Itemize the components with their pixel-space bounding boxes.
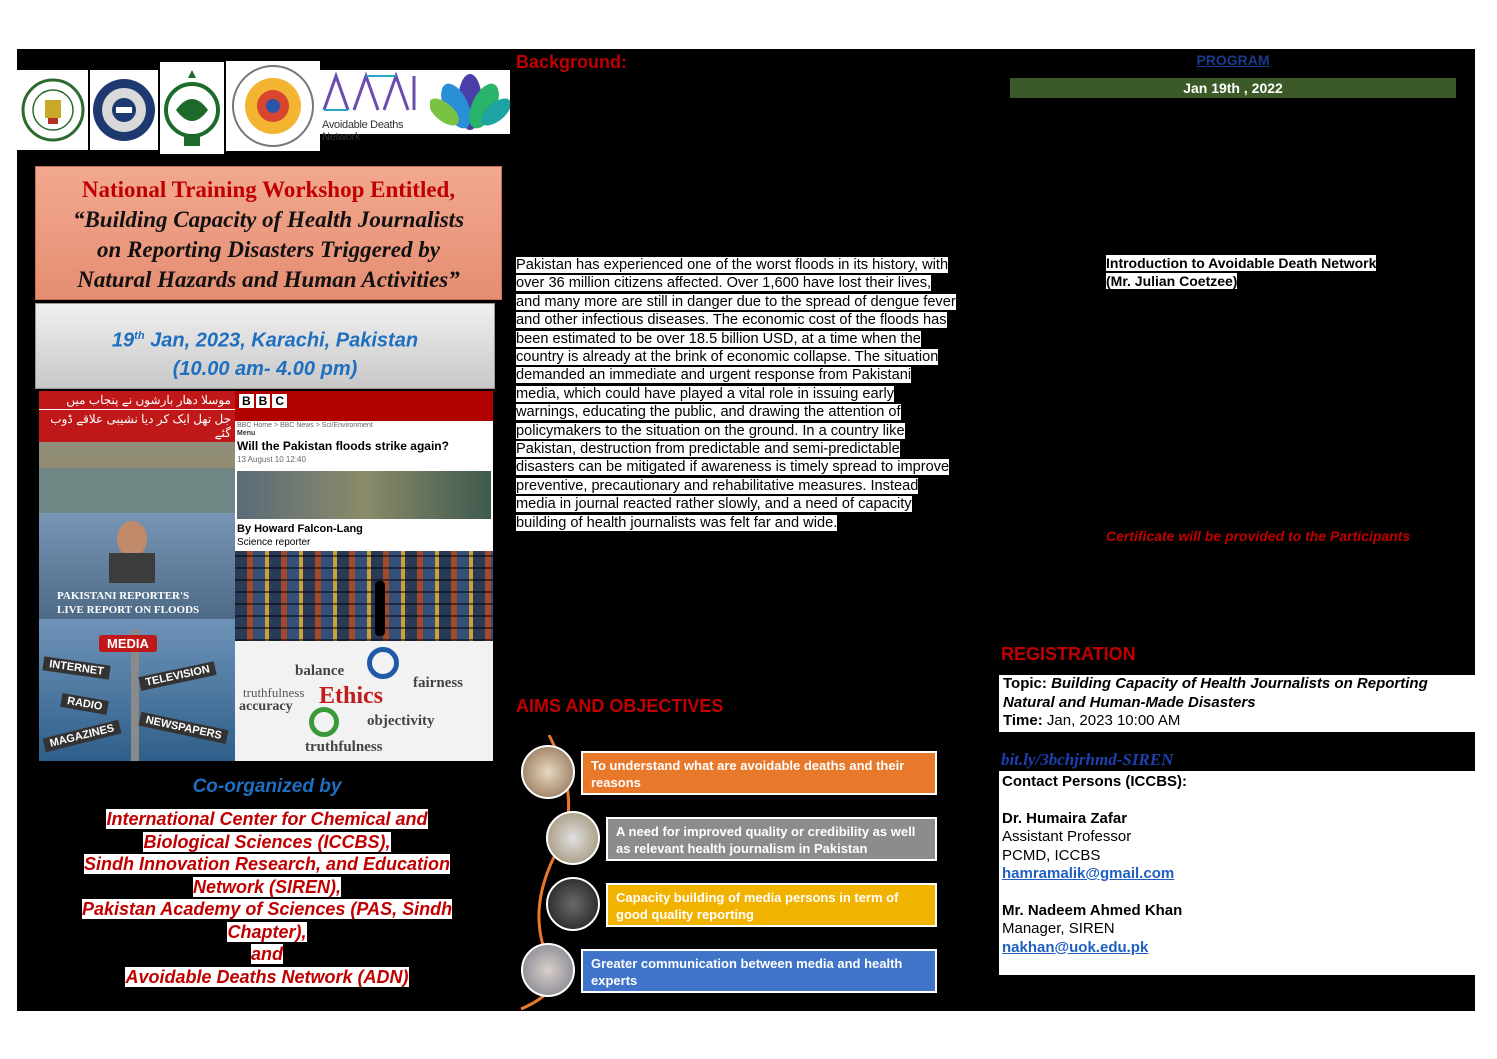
- pas-logo: [226, 61, 320, 151]
- intro-title: Introduction to Avoidable Death Network: [1106, 255, 1377, 271]
- aim-photo-3: [546, 877, 600, 931]
- reporter-image: [39, 513, 235, 619]
- bbc-menu: Menu: [237, 430, 256, 437]
- bbc-article-image: B B C BBC Home > BBC News > Sci/Environment Menu Will the Pakistan floods strike again? 13 August 10 12:40 By Howard Falcon-Lang Science reporter: [235, 391, 493, 551]
- registration-link[interactable]: bit.ly/3bchjrhmd-SIREN: [1001, 750, 1174, 769]
- siren-logo: [90, 70, 158, 150]
- ethics-word-ethics: Ethics: [319, 683, 384, 709]
- aim-text-1: To understand what are avoidable deaths and their reasons: [581, 751, 937, 795]
- contact-org: PCMD, ICCBS: [1002, 846, 1101, 864]
- sign-television: TELEVISION: [138, 661, 217, 691]
- coorg-line: International Center for Chemical and: [106, 809, 428, 829]
- aim-photo-2: [546, 811, 600, 865]
- coorg-line: Sindh Innovation Research, and Education: [83, 854, 451, 874]
- sign-radio: RADIO: [60, 693, 109, 715]
- topic-line-1: Topic: Building Capacity of Health Journalists on Reporting: [1003, 675, 1428, 692]
- bbc-byline: By Howard Falcon-Lang: [237, 523, 363, 535]
- coorg-line: Chapter),: [227, 921, 307, 942]
- urdu-headline-2: جل تھل ایک کر دیا نشیبی علاقے ڈوب گئے: [39, 409, 235, 442]
- contact-name: Mr. Nadeem Ahmed Khan: [1002, 901, 1183, 919]
- event-date: 19th Jan, 2023, Karachi, Pakistan: [111, 329, 419, 352]
- coorg-line: and: [250, 944, 283, 964]
- aims-heading: AIMS AND OBJECTIVES: [516, 696, 724, 716]
- reporter-caption-1: PAKISTANI REPORTER'S: [57, 590, 190, 602]
- bbc-role: Science reporter: [237, 537, 311, 548]
- ethics-word-fairness: fairness: [413, 675, 463, 691]
- event-time: (10.00 am- 4.00 pm): [172, 357, 358, 380]
- contact-email-link[interactable]: nakhan@uok.edu.pk: [1002, 938, 1149, 956]
- media-collage: [39, 391, 493, 761]
- sign-media: MEDIA: [99, 635, 157, 652]
- contact-role: Assistant Professor: [1002, 828, 1132, 845]
- intro-speaker: (Mr. Julian Coetzee): [1106, 272, 1238, 289]
- contacts-box: [999, 771, 1475, 975]
- certificate-note: Certificate will be provided to the Participants: [1106, 528, 1411, 544]
- lotus-logo: [430, 70, 510, 134]
- background-heading: Background:: [516, 52, 628, 72]
- registration-heading: REGISTRATION: [1001, 644, 1136, 664]
- adn-logo-text: Avoidable Deaths Network: [322, 119, 404, 143]
- coorganized-title: Co-organized by: [192, 776, 342, 797]
- coorg-line: Biological Sciences (ICCBS),: [143, 831, 391, 852]
- program-heading[interactable]: PROGRAM: [1196, 52, 1270, 68]
- aim-item-2: [546, 811, 937, 867]
- bbc-breadcrumb: BBC Home > BBC News > Sci/Environment: [237, 422, 373, 429]
- iccbs-logo: [17, 70, 88, 150]
- media-signpost-image: [39, 619, 235, 761]
- adn-logo: [320, 70, 430, 143]
- aim-text-4: Greater communication between media and health experts: [581, 949, 937, 993]
- reporter-caption-2: LIVE REPORT ON FLOODS: [57, 604, 200, 616]
- coorg-line: Avoidable Deaths Network (ADN): [125, 966, 409, 987]
- aim-item-1: [521, 745, 937, 801]
- time-line: Time: Jan, 2023 10:00 AM: [1003, 712, 1181, 729]
- ethics-word-balance: balance: [295, 663, 345, 679]
- workshop-title-line1: National Training Workshop Entitled,: [81, 177, 456, 202]
- ethics-word-accuracy: accuracy: [239, 699, 293, 714]
- coorganizers-list: [40, 808, 494, 988]
- aim-photo-4: [521, 943, 575, 997]
- coorg-line: Pakistan Academy of Sciences (PAS, Sindh: [81, 899, 453, 919]
- contact-email-link[interactable]: hamramalik@gmail.com: [1002, 865, 1175, 882]
- aim-item-4: [521, 943, 937, 999]
- sign-internet: INTERNET: [42, 656, 110, 679]
- tv-screens-wall-image: [235, 551, 493, 641]
- aim-photo-1: [521, 745, 575, 799]
- ethics-word-cloud-image: [235, 641, 493, 761]
- workshop-title-box: [35, 166, 502, 300]
- sign-newspapers: NEWSPAPERS: [139, 712, 229, 744]
- contacts-heading: Contact Persons (ICCBS):: [1002, 773, 1188, 790]
- aim-text-3: Capacity building of media persons in term of good quality reporting: [606, 883, 937, 927]
- contact-role: Manager, SIREN: [1002, 920, 1115, 937]
- bbc-date: 13 August 10 12:40: [237, 455, 306, 464]
- background-paragraph: Pakistan has experienced one of the worst floods in its history, with over 36 million citizens affected. Over 1,600 have lost their lives, and many more are still in danger due to the spread of dengue fever and other infectious diseases. The economic cost of the floods has been estimated to be over 18.5 billion USD, at a time when the country is already at the brink of economic collapse. The situation demanded an immediate and urgent response from Pakistani media, which could have played a vital role in issuing early warnings, educating the public, and drawing the attention of policymakers to the situation on the ground. In a country like Pakistan, destruction from predictable and semi-predictable disasters can be mitigated if awareness is timely spread to improve preventive, precautionary and rehabilitative measures. Instead media in journal reacted rather slowly, and a need of capacity building of health journalists was felt far and wide.: [516, 257, 956, 531]
- workshop-title-line3: on Reporting Disasters Triggered by: [97, 237, 440, 262]
- workshop-title-line2: “Building Capacity of Health Journalists: [72, 207, 465, 232]
- aim-item-3: [546, 877, 937, 933]
- ethics-word-objectivity: objectivity: [367, 713, 435, 729]
- contact-name: Dr. Humaira Zafar: [1002, 809, 1128, 827]
- ethics-word-truthfulness-2: truthfulness: [305, 739, 383, 755]
- program-date-bar: Jan 19th , 2022: [1010, 78, 1456, 98]
- urdu-headline-1: موسلا دھار بارشوں نے پنجاب میں: [39, 391, 235, 409]
- sign-magazines: MAGAZINES: [42, 720, 121, 752]
- bbc-headline: Will the Pakistan floods strike again?: [237, 439, 449, 453]
- workshop-title-line4: Natural Hazards and Human Activities”: [77, 267, 460, 292]
- aim-text-2: A need for improved quality or credibility as well as relevant health journalism in Pakistan: [606, 817, 937, 861]
- coorg-line: Network (SIREN),: [192, 876, 342, 897]
- ethics-word-truthfulness: truthfulness: [243, 685, 305, 700]
- topic-line-2: Natural and Human-Made Disasters: [1003, 693, 1256, 711]
- urdu-news-image: [39, 391, 235, 513]
- event-date-box: [35, 303, 495, 389]
- program-intro: [1106, 255, 1376, 290]
- sindh-govt-logo: [160, 62, 224, 154]
- registration-topic-box: [999, 675, 1475, 732]
